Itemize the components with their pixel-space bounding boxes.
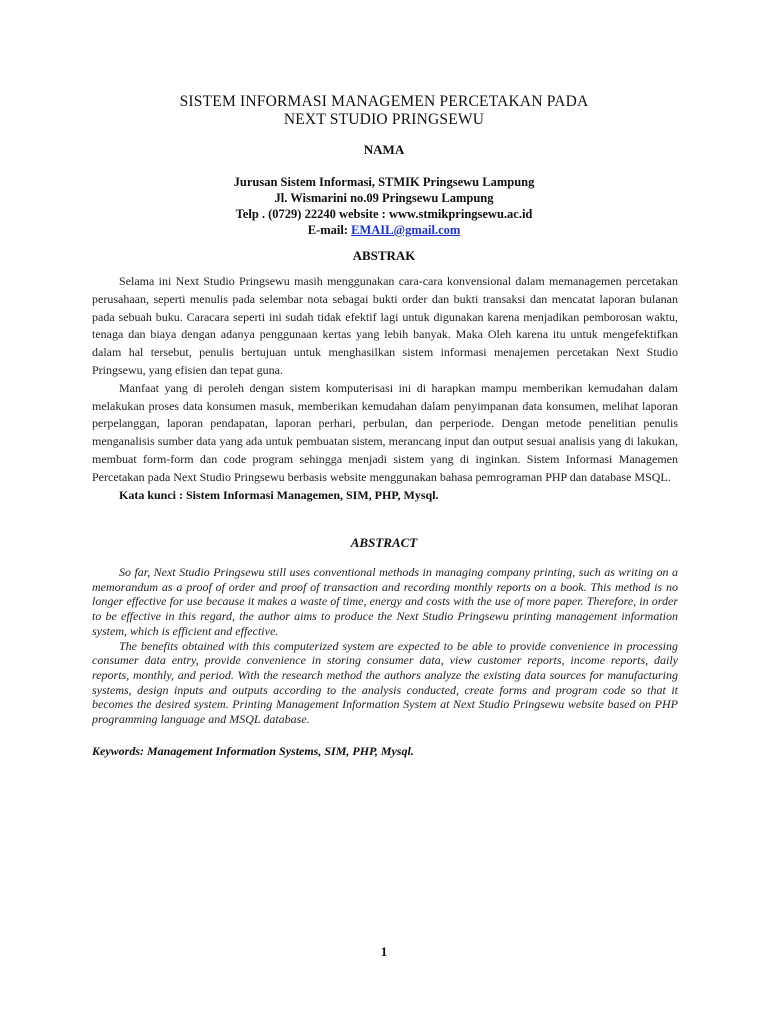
affiliation-department: Jurusan Sistem Informasi, STMIK Pringsewu Lampung (233, 175, 535, 189)
title-line-2: NEXT STUDIO PRINGSEWU (283, 111, 485, 128)
title-line-1: SISTEM INFORMASI MANAGEMEN PERCETAKAN PADA (179, 93, 589, 110)
email-label: E-mail: (307, 223, 352, 237)
affiliation-email (0, 222, 768, 238)
affiliation-address: Jl. Wismarini no.09 Pringsewu Lampung (274, 191, 494, 205)
affiliation-block (0, 174, 768, 238)
abstrak-body (92, 273, 678, 504)
abstract-keywords: Keywords: Management Information Systems, SIM, PHP, Mysql. (92, 744, 414, 758)
abstract-paragraph-1: So far, Next Studio Pringsewu still uses conventional methods in managing company printing, such as writing on a memorandum as a proof of order and proof of transaction and recording monthly reports on a book. This method is no longer effective for use because it makes a waste of time, energy and costs with the use of more paper. Therefore, in order to be effective in this regard, the author aims to produce the Next Studio Pringsewu printing management information system, which is efficient and effective. (92, 565, 678, 638)
abstract-paragraph-2: The benefits obtained with this computerized system are expected to be able to provide convenience in processing consumer data entry, provide convenience in storing consumer data, view customer reports, income reports, daily reports, monthly, and period. With the research method the authors analyze the existing data sources for manufacturing systems, design inputs and outputs according to the analysis conducted, create forms and program code so that it becomes the desired system. Printing Management Information System at Next Studio Pringsewu website based on PHP programming language and MSQL database. (92, 638, 678, 727)
abstrak-paragraph-1: Selama ini Next Studio Pringsewu masih menggunakan cara-cara konvensional dalam memanagemen percetakan perusahaan, seperti menulis pada selembar nota sebagai bukti order dan bukti transaksi dan mencatat laporan bulanan pada sebuah buku. Caracara seperti ini sudah tidak efektif lagi untuk digunakan karena menjadikan pemborosan waktu, tenaga dan biaya dengan adanya penggunaan kertas yang lebih banyak. Maka Oleh karena itu untuk mengefektifkan dalam hal tersebut, penulis bertujuan untuk menghasilkan sistem informasi menajemen percetakan Next Studio Pringsewu, yang efisien dan tepat guna. (92, 274, 678, 377)
abstrak-keywords: Kata kunci : Sistem Informasi Managemen, SIM, PHP, Mysql. (119, 487, 439, 502)
affiliation-contact: Telp . (0729) 22240 website : www.stmikpringsewu.ac.id (235, 207, 533, 221)
abstract-heading: ABSTRACT (350, 535, 418, 550)
abstrak-paragraph-2: Manfaat yang di peroleh dengan sistem komputerisasi ini di harapkan mampu memberikan kemudahan dalam melakukan proses data konsumen masuk, memberikan kemudahan dalam penyimpanan data konsumen, melihat laporan perpelanggan, laporan pendapatan, laporan perhari, perbulan, dan perperiode. Dengan metode penelitian penulis menganalisis sumber data yang ada untuk pembuatan sistem, merancang input dan output sesuai analisis yang di lakukan, membuat form-form dan code program sehingga menjadi sistem yang di inginkan. Sistem Informasi Managemen Percetakan pada Next Studio Pringsewu berbasis website menggunakan bahasa pemrograman PHP dan database MSQL. (92, 380, 678, 484)
page-number: 1 (380, 944, 388, 959)
email-link[interactable]: EMAIL@gmail.com (351, 223, 461, 237)
paper-title (0, 93, 768, 129)
abstract-body (92, 565, 678, 727)
abstrak-heading: ABSTRAK (352, 248, 416, 263)
author-name: NAMA (363, 142, 405, 157)
